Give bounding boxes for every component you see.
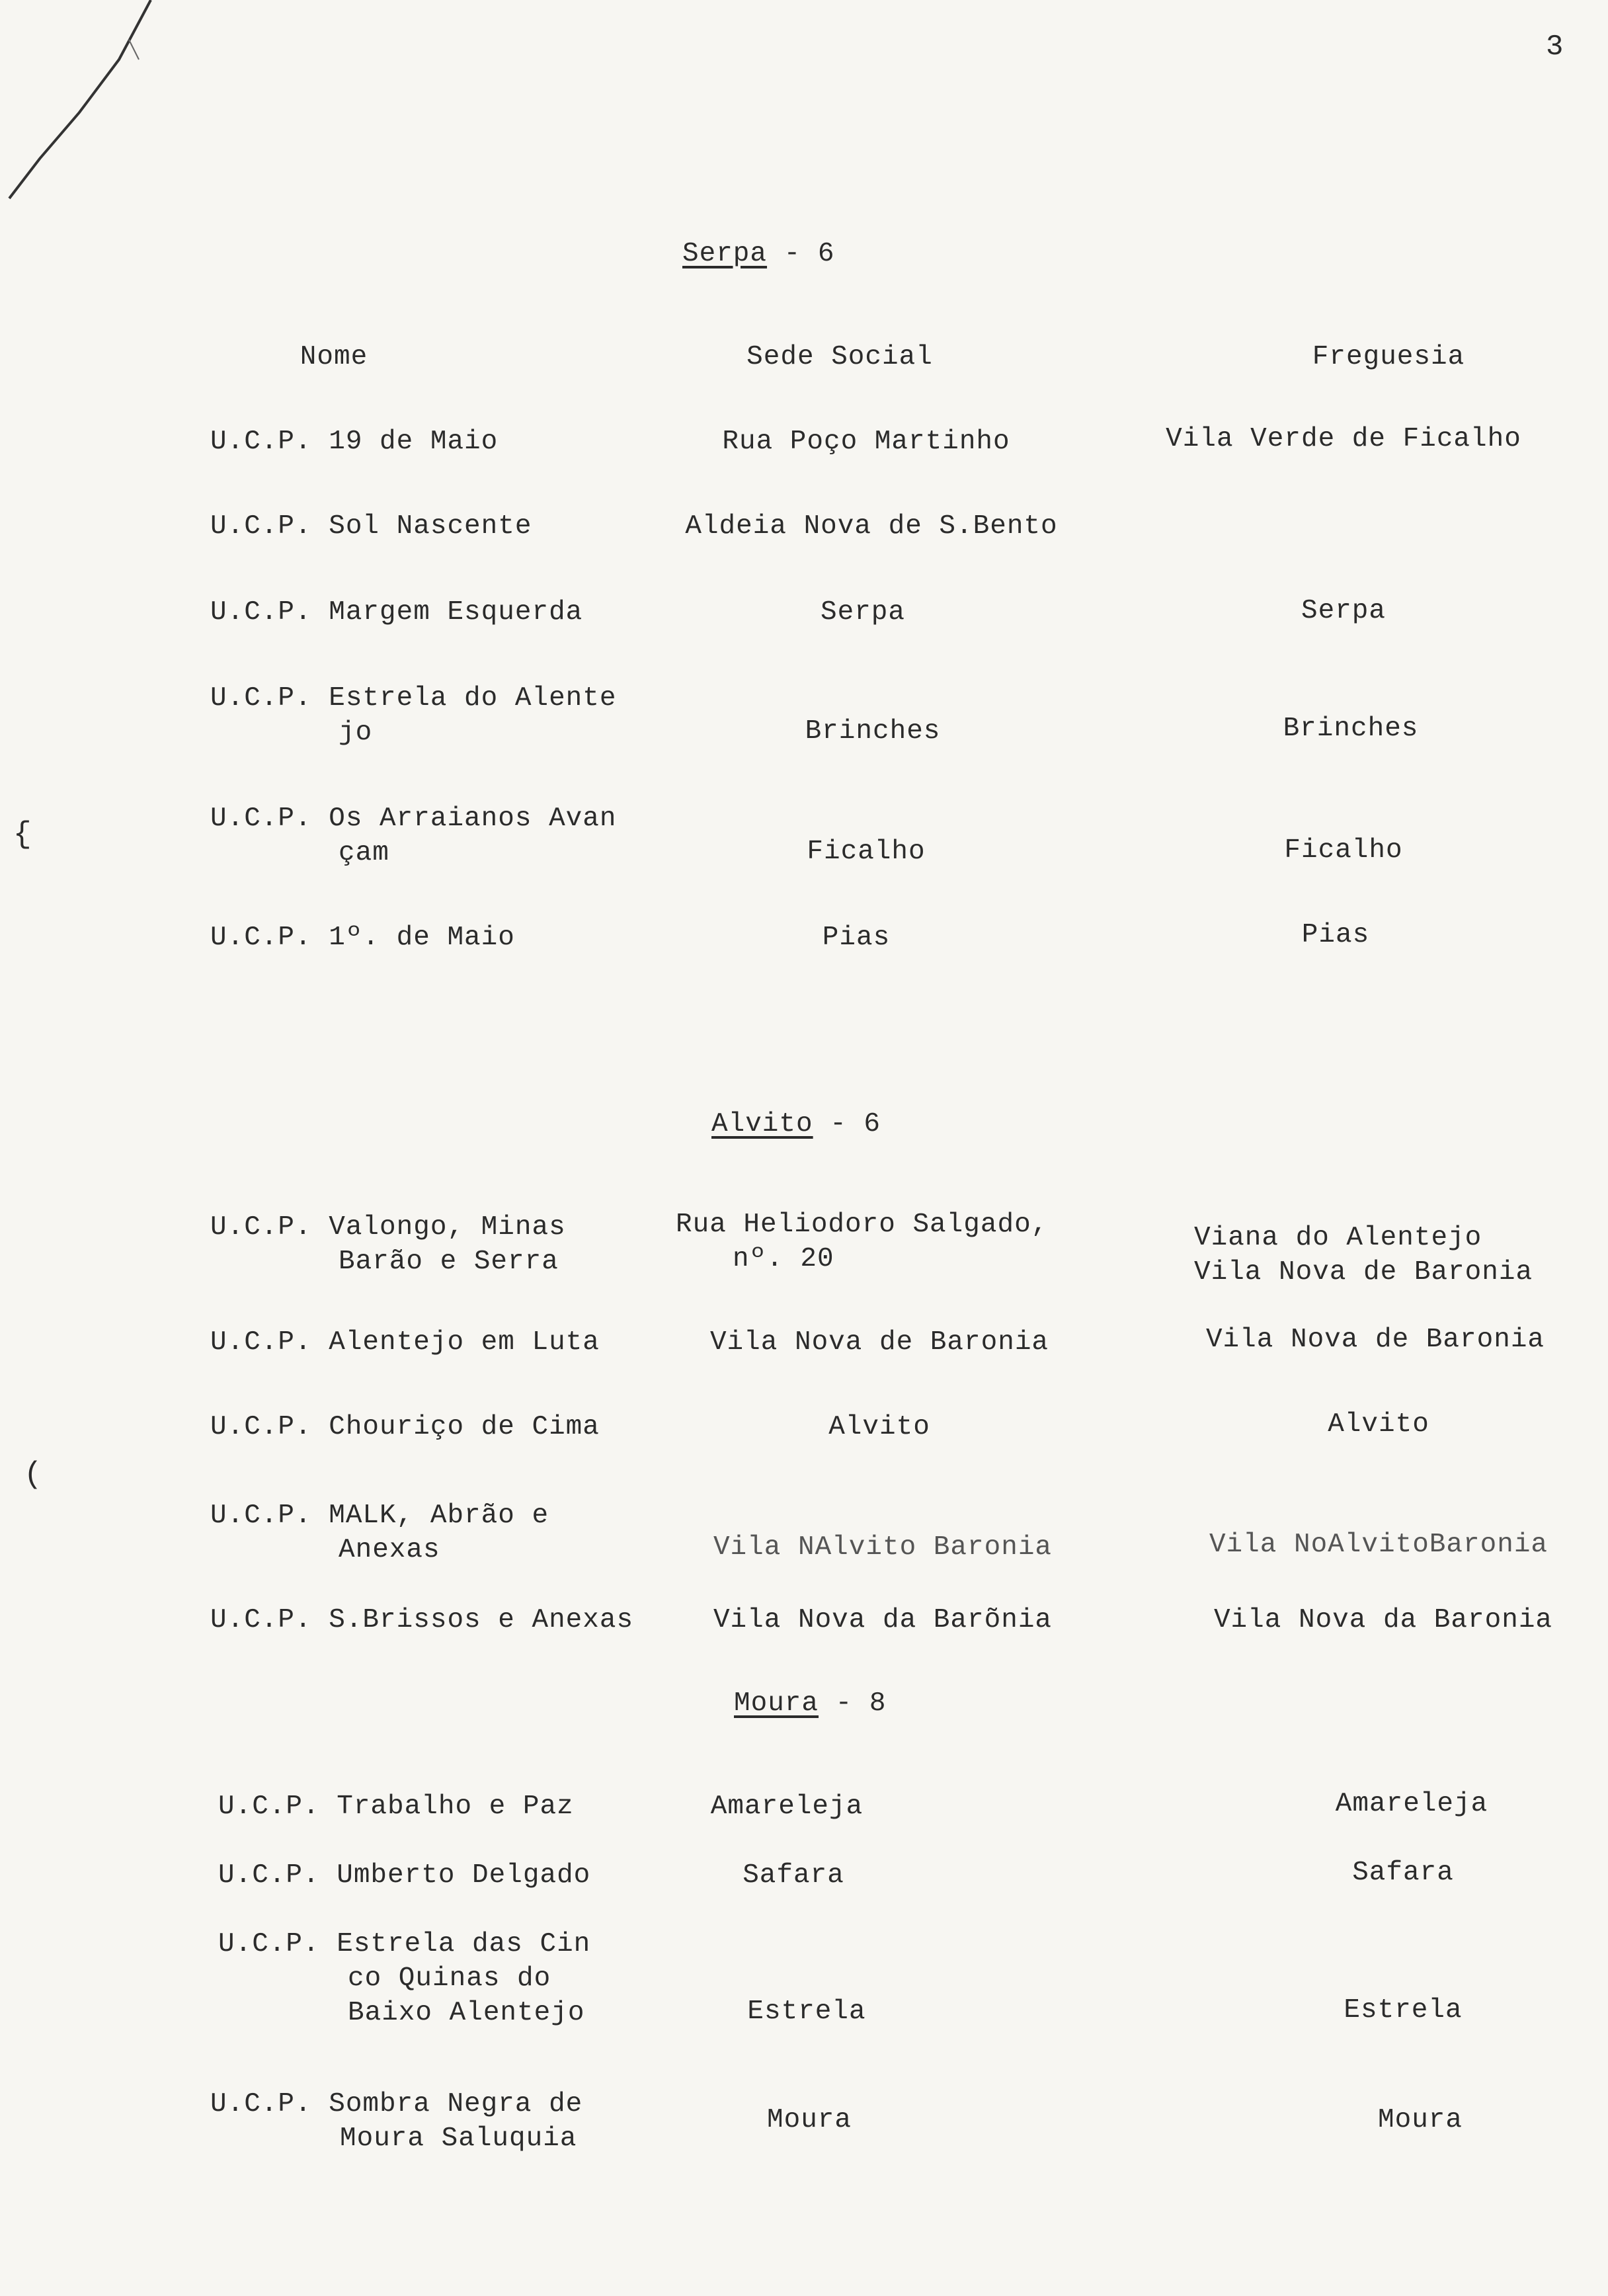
- row-freguesia: Vila Nova da Baronia: [1213, 1605, 1553, 1635]
- row-nome-line: co Quinas do: [348, 1963, 551, 1994]
- page-number: 3: [1546, 30, 1564, 63]
- row-nome-line: çam: [339, 838, 389, 868]
- row-sede: Amareleja: [710, 1791, 864, 1822]
- row-sede: Serpa: [820, 597, 906, 628]
- row-sede: Aldeia Nova de S.Bento: [685, 511, 1058, 542]
- section-title: Moura: [734, 1688, 819, 1719]
- row-freguesia: Alvito: [1328, 1409, 1429, 1440]
- row-nome-line: U.C.P. Estrela do Alente: [210, 683, 617, 714]
- row-nome: U.C.P. 19 de Maio: [210, 427, 499, 457]
- row-nome: U.C.P. 1º. de Maio: [210, 922, 515, 953]
- row-sede: Alvito: [828, 1412, 930, 1442]
- row-nome-line: Anexas: [339, 1535, 440, 1565]
- section-count: - 8: [819, 1688, 887, 1719]
- row-freguesia-line: Vila Nova de Baronia: [1194, 1257, 1533, 1288]
- row-nome-line: Moura Saluquia: [340, 2123, 577, 2154]
- section-count: - 6: [813, 1109, 881, 1139]
- row-sede: Moura: [766, 2105, 852, 2135]
- row-nome-line: U.C.P. Estrela das Cin: [218, 1929, 591, 1959]
- row-sede-line: Rua Heliodoro Salgado,: [676, 1210, 1049, 1240]
- row-freguesia: [1194, 1221, 1533, 1290]
- row-sede: Ficalho: [807, 837, 926, 867]
- row-sede: Estrela: [747, 1996, 866, 2027]
- row-freguesia: Safara: [1352, 1858, 1454, 1888]
- row-sede: Vila NAlvito Baronia: [713, 1532, 1053, 1563]
- margin-mark-icon: (: [24, 1457, 43, 1492]
- row-nome-line: U.C.P. Valongo, Minas: [210, 1212, 566, 1243]
- row-nome: U.C.P. Chouriço de Cima: [210, 1412, 600, 1442]
- section-heading-serpa: [682, 237, 834, 271]
- row-nome: U.C.P. S.Brissos e Anexas: [210, 1605, 634, 1635]
- row-freguesia: Vila NoAlvitoBaronia: [1209, 1530, 1548, 1560]
- row-sede: [676, 1208, 1048, 1276]
- row-freguesia: Vila Verde de Ficalho: [1166, 424, 1521, 454]
- column-header-nome: Nome: [300, 342, 368, 372]
- row-freguesia: Brinches: [1283, 714, 1419, 744]
- row-nome: [210, 1498, 549, 1567]
- row-sede-line: nº. 20: [733, 1244, 834, 1274]
- row-nome: U.C.P. Umberto Delgado: [218, 1860, 591, 1891]
- column-header-sede: Sede Social: [746, 342, 933, 372]
- row-nome-line: Baixo Alentejo: [348, 1998, 585, 2028]
- section-title: Alvito: [711, 1109, 813, 1139]
- row-freguesia: Pias: [1301, 920, 1370, 950]
- row-sede: Brinches: [805, 716, 941, 747]
- section-heading-alvito: [711, 1107, 881, 1141]
- row-nome: U.C.P. Margem Esquerda: [210, 597, 583, 628]
- row-sede: Pias: [822, 922, 891, 953]
- row-nome: [210, 2087, 583, 2156]
- column-header-freguesia: Freguesia: [1312, 342, 1465, 372]
- row-nome: [218, 1927, 590, 2030]
- row-nome-line: U.C.P. MALK, Abrão e: [210, 1500, 549, 1531]
- row-nome: [210, 1210, 566, 1279]
- pen-mark-icon: [0, 0, 172, 212]
- row-freguesia: Moura: [1377, 2105, 1463, 2135]
- row-nome-line: U.C.P. Sombra Negra de: [210, 2089, 583, 2119]
- row-sede: Rua Poço Martinho: [722, 427, 1010, 457]
- section-heading-moura: [734, 1686, 886, 1721]
- row-freguesia: Vila Nova de Baronia: [1205, 1325, 1545, 1355]
- row-freguesia: Amareleja: [1335, 1789, 1488, 1819]
- row-nome-line: Barão e Serra: [339, 1247, 559, 1277]
- row-nome: [210, 681, 617, 750]
- row-nome: [210, 801, 617, 870]
- row-freguesia: Estrela: [1344, 1995, 1463, 2026]
- row-nome-line: U.C.P. Os Arraianos Avan: [210, 803, 617, 834]
- section-count: - 6: [767, 239, 835, 269]
- section-title: Serpa: [682, 239, 768, 269]
- row-freguesia: Serpa: [1301, 596, 1387, 626]
- row-sede: Vila Nova de Baronia: [709, 1327, 1049, 1358]
- row-sede: Safara: [743, 1860, 844, 1891]
- row-nome: U.C.P. Alentejo em Luta: [210, 1327, 600, 1358]
- row-sede: Vila Nova da Barõnia: [713, 1605, 1053, 1635]
- margin-mark-icon: {: [13, 817, 32, 852]
- row-nome: U.C.P. Sol Nascente: [210, 511, 532, 542]
- row-nome: U.C.P. Trabalho e Paz: [218, 1791, 574, 1822]
- row-freguesia-line: Viana do Alentejo: [1194, 1223, 1482, 1253]
- row-nome-line: jo: [339, 718, 373, 748]
- row-freguesia: Ficalho: [1284, 835, 1403, 866]
